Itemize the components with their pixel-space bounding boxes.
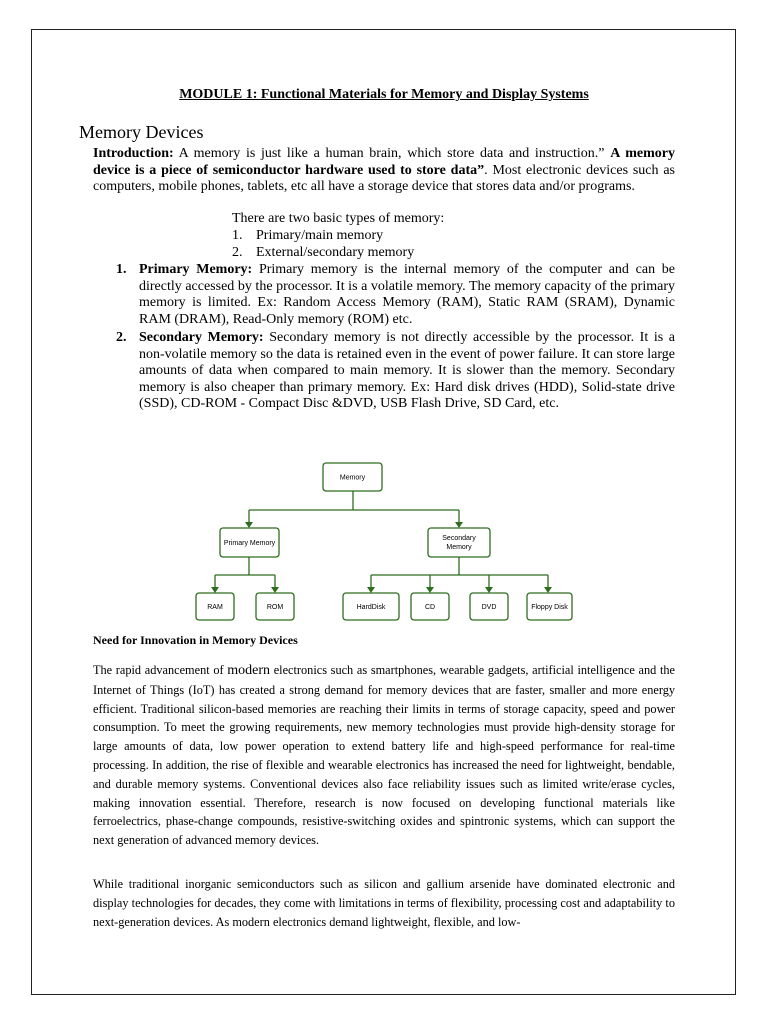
node-floppy-disk-label: Floppy Disk: [531, 604, 568, 611]
need-heading: Need for Innovation in Memory Devices: [93, 633, 298, 647]
paragraph-inorganic: While traditional inorganic semiconductors such as silicon and gallium arsenide have dominated electronic and display technologies for decades, they come with limitations in terms of flexibility, processing cost and adaptability to next-generation devices. As modern electronics demand lightweight, flexible, and low-: [93, 877, 675, 929]
para1-start: The rapid advancement of: [93, 663, 228, 677]
para1-rest: electronics such as smartphones, wearable gadgets, artificial intelligence and the Internet of Things (IoT) has created a strong demand for memory devices that are faster, smaller and more energy efficient. Traditional silicon-based memories are reaching their limits in terms of storage capacity, speed and power consumption. To meet the growing requirements, new memory technologies must provide high-density storage for large amounts of data, low power operation to extend battery life and high-speed performance for real-time processing. In addition, the rise of flexible and wearable electronics has increased the need for lightweight, bendable, and durable memory systems. Conventional devices also face reliability issues such as limited write/erase cycles, making innovation essential. Therefore, research is now focused on developing functional materials like ferroelectrics, phase-change compounds, resistive-switching oxides and spintronic systems, which can support the next generation of advanced memory devices.: [93, 663, 676, 848]
types-lead: There are two basic types of memory:: [232, 211, 445, 226]
definition-label: Primary Memory:: [139, 262, 253, 277]
node-primary-memory-label: Primary Memory: [223, 540, 276, 547]
list-number: 1.: [232, 228, 243, 243]
intro-text-1: A memory is just like a human brain, which store data and instruction.”: [173, 146, 611, 161]
node-harddisk-label: HardDisk: [356, 604, 386, 611]
intro-label: Introduction:: [93, 146, 174, 161]
para1-modern: modern: [227, 663, 271, 678]
node-cd-label: CD: [424, 604, 436, 611]
node-ram-label: RAM: [207, 604, 223, 611]
node-dvd-label: DVD: [481, 604, 497, 611]
list-number: 2.: [232, 244, 243, 260]
list-text: Primary/main memory: [256, 228, 384, 243]
definition-number: 1.: [116, 262, 127, 277]
node-rom-label: ROM: [266, 604, 284, 611]
definition-label: Secondary Memory:: [139, 330, 264, 345]
node-secondary-memory: [428, 528, 490, 557]
module-title: MODULE 1: Functional Materials for Memory and Display Systems: [179, 87, 589, 102]
intro-text-2: . Most electronic devices such as computers, mobile phones, tablets, etc all have a storage device that stores data and/or programs.: [93, 162, 676, 194]
definition-text: Secondary memory is not directly accessible by the processor. It is a non-volatile memory so the data is retained even in the event of power failure. It can store large amounts of data when compared to main memory. It is slower than the memory. Secondary memory is also cheaper than primary memory. Ex: Hard disk drives (HDD), Solid-state drive (SSD), CD-ROM - Compact Disc &DVD, USB Flash Drive, SD Card, etc.: [139, 330, 676, 411]
node-secondary-memory-label-2: Memory: [446, 544, 472, 551]
section-heading: Memory Devices: [79, 122, 204, 142]
definition-number: 2.: [116, 330, 127, 345]
list-text: External/secondary memory: [256, 244, 415, 260]
node-secondary-memory-label-1: Secondary: [442, 535, 476, 542]
node-memory-label: Memory: [339, 474, 366, 482]
definition-text: Primary memory is the internal memory of the computer and can be directly accessed by the processor. It is a volatile memory. The memory capacity of the primary memory is limited. Ex: Random Access Memory (RAM), Static RAM (SRAM), Dynamic RAM (DRAM), Read-Only memory (ROM) etc.: [139, 262, 676, 327]
paragraph-need: [93, 661, 675, 850]
intro-bold: A memory device is a piece of semiconductor hardware used to store data”: [93, 146, 675, 178]
